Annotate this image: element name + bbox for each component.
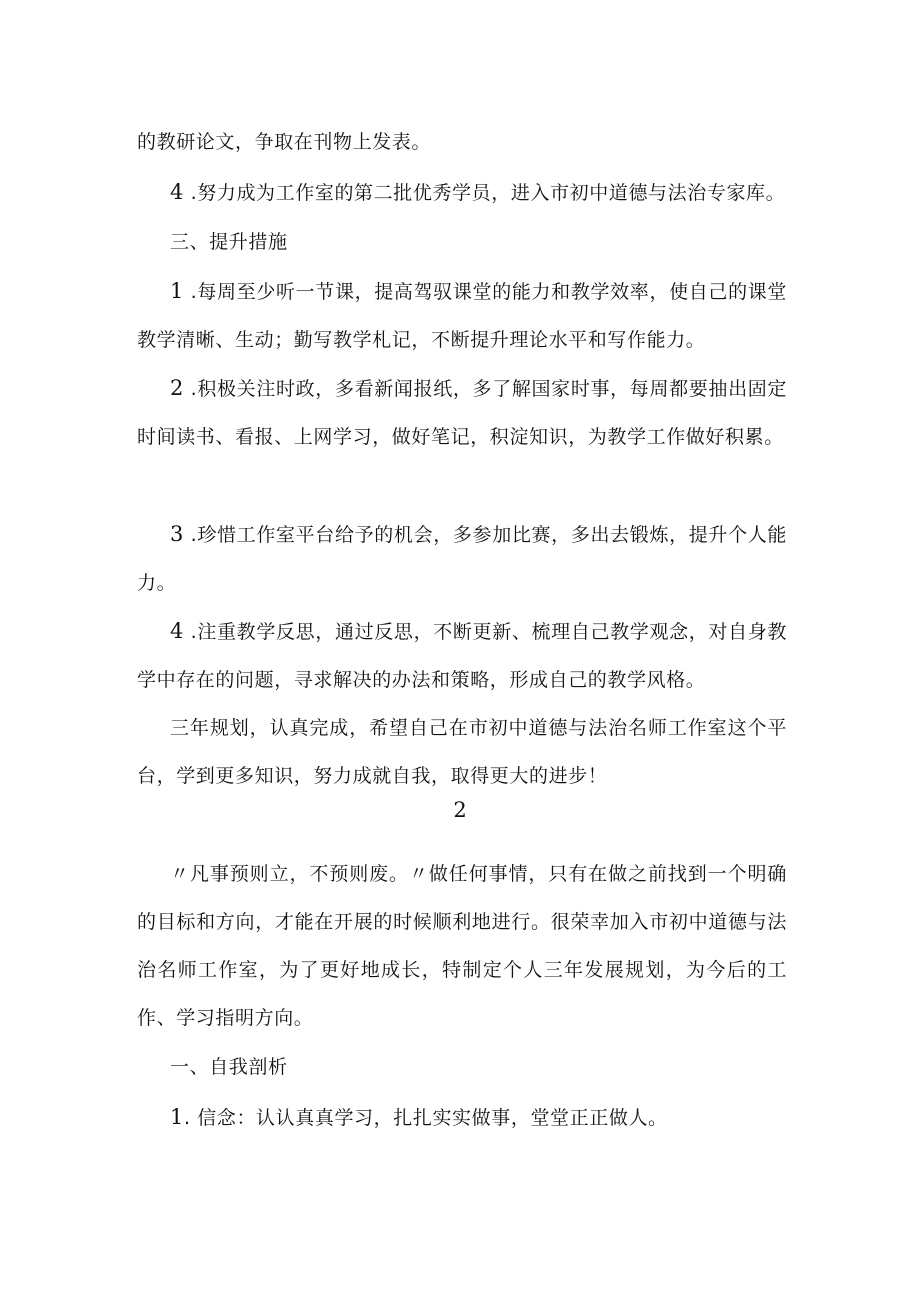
measure-item-3 <box>137 510 787 607</box>
paragraph-text: .注重教学反思，通过反思，不断更新、梳理自己教学观念，对自身教学中存在的问题，寻求解决的办法和策略，形成自己的教学风格。 <box>137 621 787 691</box>
paragraph-text: 〃凡事预则立，不预则废。〃做任何事情，只有在做之前找到一个明确的目标和方向，才能在开展的时候顺利地进行。很荣幸加入市初中道德与法治名师工作室，为了更好地成长，特制定个人三年发展规划，为今后的工作、学习指明方向。 <box>137 863 787 1029</box>
paragraph-text: .努力成为工作室的第二批优秀学员，进入市初中道德与法治专家库。 <box>183 182 786 204</box>
analysis-item-1 <box>137 1093 787 1142</box>
closing-paragraph <box>137 704 787 800</box>
paragraph-text: .每周至少听一节课，提高驾驭课堂的能力和教学效率，使自己的课堂教学清晰、生动；勤写教学札记，不断提升理论水平和写作能力。 <box>137 281 787 351</box>
heading-text: 三、提升措施 <box>170 231 288 253</box>
heading-text: 一、自我剖析 <box>170 1056 288 1078</box>
goal-item-4 <box>137 168 787 217</box>
item-number: 1 <box>170 279 184 303</box>
paragraph-continuation <box>137 118 787 166</box>
item-number: 3 <box>170 522 184 546</box>
paragraph-text: 三年规划，认真完成，希望自己在市初中道德与法治名师工作室这个平台，学到更多知识，努力成就自我，取得更大的进步！ <box>137 717 787 787</box>
section-heading-measures <box>137 218 787 266</box>
measure-item-2 <box>137 364 787 461</box>
paragraph-text: . 信念：认认真真学习，扎扎实实做事，堂堂正正做人。 <box>183 1107 668 1129</box>
item-number: 4 <box>170 180 184 204</box>
paragraph-text: 的教研论文，争取在刊物上发表。 <box>137 131 432 153</box>
item-number: 2 <box>170 376 184 400</box>
paragraph-text: .珍惜工作室平台给予的机会，多参加比赛，多出去锻炼，提升个人能力。 <box>137 524 787 594</box>
section-heading-self-analysis <box>137 1043 787 1091</box>
intro-paragraph <box>137 850 787 1042</box>
paragraph-text: .积极关注时政，多看新闻报纸，多了解国家时事，每周都要抽出固定时间读书、看报、上网学习，做好笔记，积淀知识，为教学工作做好积累。 <box>137 378 787 448</box>
item-number: 4 <box>170 619 184 643</box>
item-number: 1 <box>170 1105 184 1129</box>
page-number: 2 <box>453 798 467 822</box>
measure-item-4 <box>137 607 787 704</box>
measure-item-1 <box>137 267 787 364</box>
